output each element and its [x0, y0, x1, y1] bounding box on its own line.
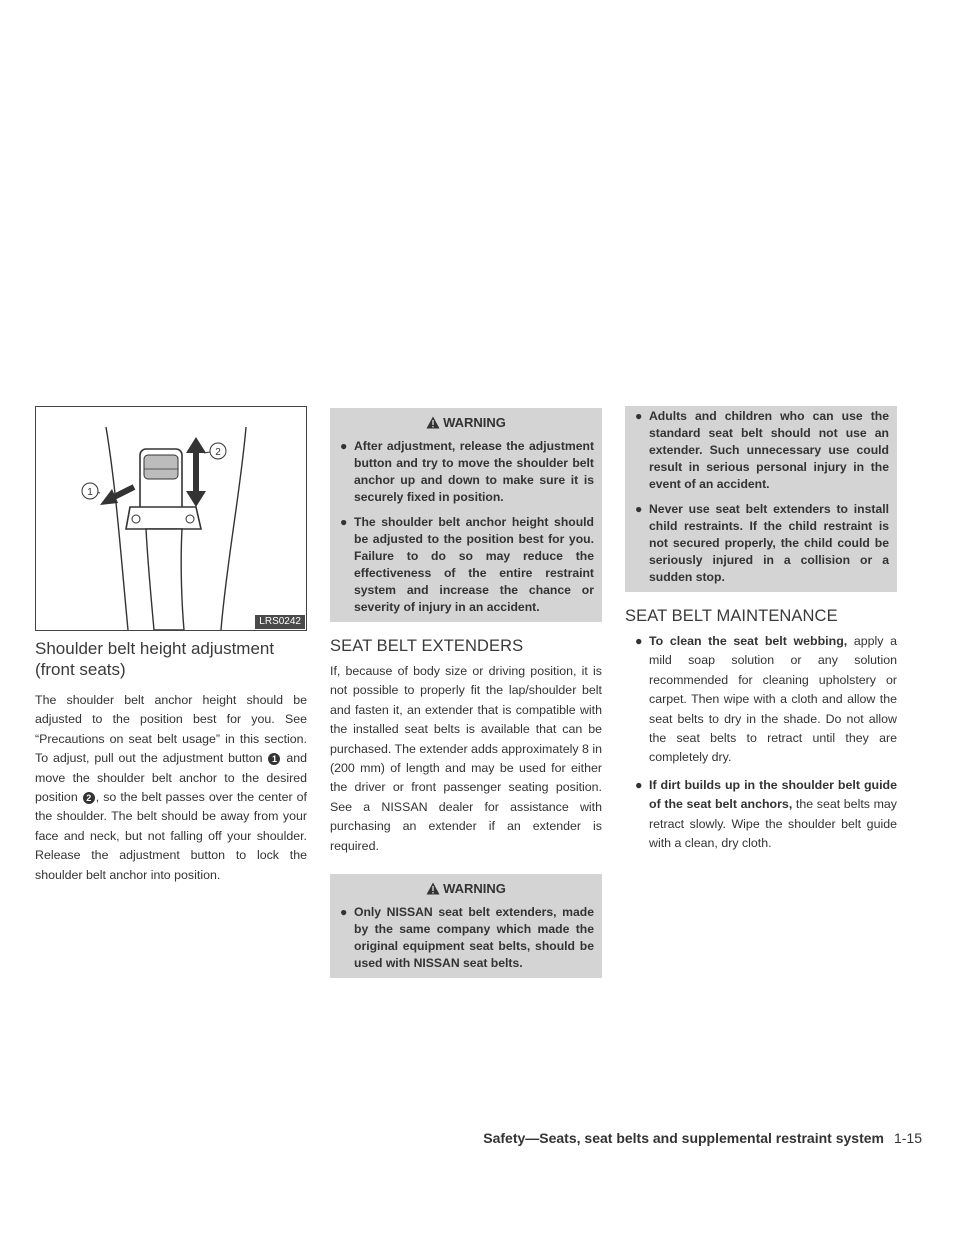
maintenance-item-text: the seat belts may retract slowly. Wipe the shoulder belt guide with a clean, dry cloth. [649, 797, 897, 851]
bullet-icon: ● [340, 905, 348, 920]
warning3-item [633, 408, 889, 493]
shoulder-belt-illustration [36, 407, 306, 630]
warning3-item-text: Never use seat belt extenders to install child restraints. If the child restraint is not secured properly, the child could be seriously injured in a collision or a sudden stop. [649, 502, 889, 584]
page-number: 1-15 [893, 1130, 922, 1146]
footer-title: Safety—Seats, seat belts and supplemental restraint system [483, 1130, 884, 1146]
warning2-item-text: Only NISSAN seat belt extenders, made by the same company which made the original equipment seat belts, should be used with NISSAN seat belts. [354, 905, 594, 971]
warning-icon [426, 416, 440, 429]
warning-box-3 [625, 406, 897, 592]
warning2-item [338, 904, 594, 972]
maintenance-item-lead: If dirt builds up in the shoulder belt guide of the seat belt anchors, [649, 777, 897, 812]
callout-1-label: 1 [87, 487, 93, 498]
column-2 [330, 406, 602, 978]
section-title-shoulder: Shoulder belt height adjustment (front seats) [35, 639, 275, 679]
warning-box-2 [330, 874, 602, 978]
bullet-icon: ● [635, 502, 643, 516]
warning1-item-text: After adjustment, release the adjustment button and try to move the shoulder belt anchor up and down to make sure it is securely fixed in position. [354, 439, 594, 504]
figure-label: LRS0242 [255, 615, 305, 629]
seat-belt-figure [35, 406, 307, 631]
column-3 [625, 406, 897, 861]
maintenance-item-lead: To clean the seat belt webbing, [649, 634, 848, 648]
callout-2-label: 2 [215, 447, 221, 458]
maintenance-list [625, 632, 897, 853]
warning1-item [338, 438, 594, 506]
bullet-icon: ● [340, 439, 348, 453]
warning-heading-2 [338, 878, 594, 900]
maintenance-item-text: apply a mild soap solution or any solution recommended for cleaning upholstery or carpet. Then wipe with a cloth and allow the seat belts to dry in the shade. Do not allow the seat belts to retract until they are completely dry. [649, 634, 897, 765]
maintenance-item [625, 632, 897, 768]
shoulder-paragraph [35, 691, 307, 885]
page-footer [483, 1130, 922, 1146]
warning1-item-text: The shoulder belt anchor height should be adjusted to the position best for you. Failure to do so may reduce the effectiveness of the entire restraint system and increase the chance or severity of injury in an accident. [354, 515, 594, 614]
bullet-icon: ● [635, 409, 643, 423]
extenders-paragraph: If, because of body size or driving position, it is not possible to properly fit the lap/shoulder belt and fasten it, an extender that is compatible with the installed seat belts is available that can be purchased. The extender adds approximately 8 in (200 mm) of length and may be used for either the driver or front passenger seating position. See a NISSAN dealer for assistance with purchasing an extender if an extender is required. [330, 664, 602, 853]
warning-heading-1 [338, 412, 594, 434]
bullet-icon: ● [635, 634, 643, 648]
section-title-extenders: SEAT BELT EXTENDERS [330, 637, 524, 655]
num-1-badge: 1 [268, 753, 280, 765]
shoulder-text-a: The shoulder belt anchor height should be adjusted to the position best for you. See “Precautions on seat belt usage” in this section. To adjust, pull out the adjustment button [35, 693, 307, 766]
shoulder-text-b: and move the shoulder belt anchor to the desired position [35, 751, 308, 805]
maintenance-item [625, 776, 897, 854]
warning1-item [338, 514, 594, 616]
warning-heading-1-text: WARNING [443, 415, 506, 430]
column-1 [35, 638, 307, 885]
section-title-maintenance: SEAT BELT MAINTENANCE [625, 607, 838, 625]
warning3-item [633, 501, 889, 586]
bullet-icon: ● [340, 515, 348, 529]
shoulder-text-c: , so the belt passes over the center of the shoulder. The belt should be away from your face and neck, but not falling off your shoulder. Release the adjustment button to lock the shoulder belt anchor into position. [35, 790, 307, 882]
warning-icon [426, 882, 440, 895]
warning3-item-text: Adults and children who can use the standard seat belt should not use an extender. Such unnecessary use could result in serious personal injury in the event of an accident. [649, 409, 889, 491]
num-2-badge: 2 [83, 792, 95, 804]
warning-box-1 [330, 408, 602, 622]
bullet-icon: ● [635, 777, 643, 792]
warning-heading-2-text: WARNING [443, 881, 506, 897]
